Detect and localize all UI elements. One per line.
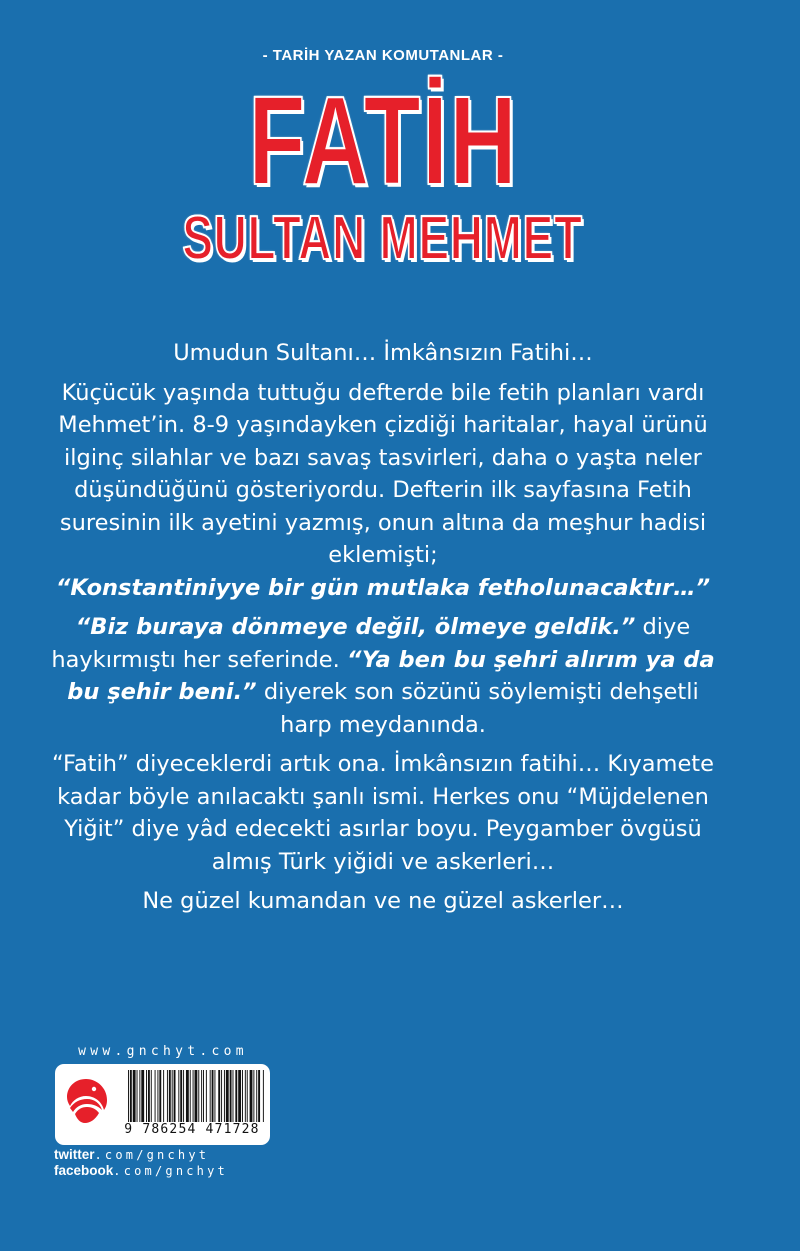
blurb-paragraph-2 bbox=[50, 377, 716, 605]
blurb-paragraph-4: “Fatih” diyeceklerdi artık ona. İmkânsızın fatihi… Kıyamete kadar böyle anılacaktı şanlı ismi. Herkes onu “Müjdelenen Yiğit” diye yâd edecekti asırlar boyu. Peygamber övgüsü almış Türk yiğidi ve askerleri… bbox=[52, 751, 714, 875]
blurb-text-1: diye haykırmıştı her seferinde. bbox=[51, 614, 691, 673]
blurb-quote-2: “Ya ben bu şehri alırım ya da bu şehir beni.” bbox=[67, 646, 715, 705]
social-facebook[interactable] bbox=[54, 1163, 284, 1179]
twitter-url: .com/gnchyt bbox=[94, 1148, 210, 1162]
book-title bbox=[0, 70, 766, 273]
facebook-url: .com/gnchyt bbox=[113, 1164, 228, 1178]
back-cover-blurb bbox=[50, 337, 716, 925]
isbn-number: 9 786254 471728 bbox=[124, 1122, 260, 1137]
blurb-quote-1: “Biz buraya dönmeye değil, ölmeye geldik.” bbox=[75, 614, 636, 640]
blurb-paragraph-2-text: Küçücük yaşında tuttuğu defterde bile fetih planları vardı Mehmet’in. 8-9 yaşındayken çizdiği haritalar, hayal ürünü ilginç silahlar ve bazı savaş tasvirleri, daha o yaşta neler düşündüğünü gösteriyordu. Defterin ilk sayfasına Fetih suresinin ilk ayetini yazmış, onun altına da meşhur hadisi eklemişti; bbox=[58, 379, 708, 568]
social-twitter[interactable] bbox=[54, 1147, 284, 1163]
blurb-paragraph-1: Umudun Sultanı… İmkânsızın Fatihi… bbox=[173, 340, 593, 366]
blurb-quote-konstantiniyye: “Konstantiniyye bir gün mutlaka fetholunacaktır…” bbox=[55, 574, 711, 601]
publisher-logo-icon bbox=[61, 1076, 111, 1126]
blurb-text-2: diyerek son sözünü söylemişti dehşetli harp meydanında. bbox=[256, 679, 699, 738]
facebook-brand: facebook bbox=[54, 1163, 114, 1178]
blurb-paragraph-5: Ne güzel kumandan ve ne güzel askerler… bbox=[142, 888, 624, 914]
blurb-paragraph-3 bbox=[50, 611, 716, 741]
barcode-panel bbox=[55, 1064, 270, 1145]
twitter-brand: twitter bbox=[54, 1147, 95, 1162]
title-sub: SULTAN MEHMET bbox=[182, 204, 584, 273]
title-main: FATİH bbox=[248, 70, 518, 211]
publisher-website[interactable]: www.gnchyt.com bbox=[78, 1044, 248, 1059]
series-label: - TARİH YAZAN KOMUTANLAR - bbox=[262, 47, 504, 64]
barcode-icon bbox=[127, 1070, 265, 1122]
